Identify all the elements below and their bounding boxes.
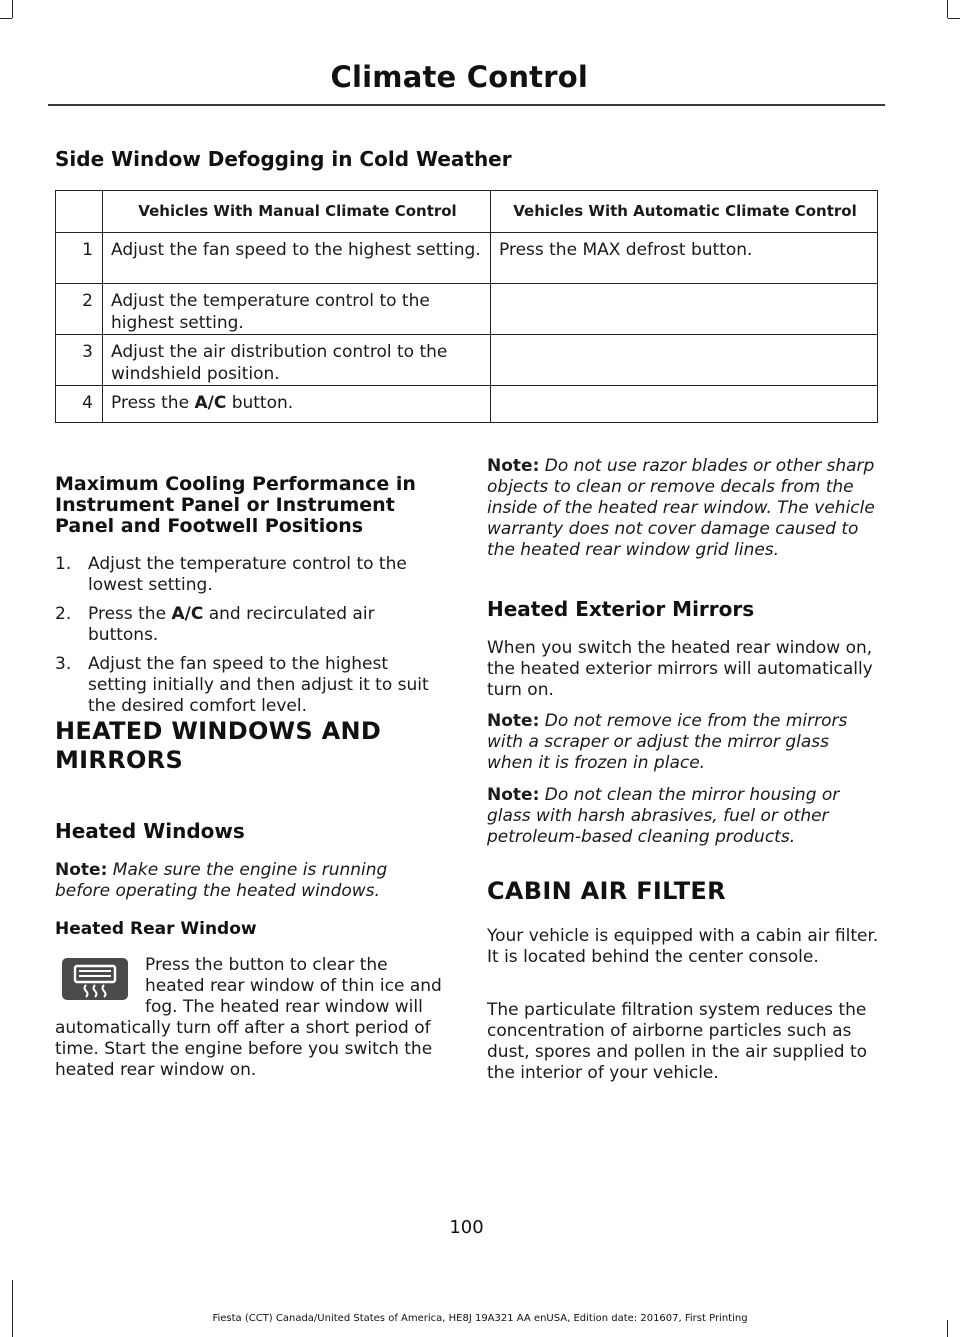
cabin-filter-title: CABIN AIR FILTER xyxy=(487,877,726,905)
manual-step: Adjust the air distribution control to the windshield position. xyxy=(103,335,491,386)
auto-step xyxy=(491,335,878,386)
heated-section-title-line2: MIRRORS xyxy=(55,746,184,774)
header-rule xyxy=(48,104,885,106)
crop-mark xyxy=(12,1280,13,1337)
list-item xyxy=(55,554,447,596)
note-label: Note: xyxy=(487,456,540,476)
step-number: 2. xyxy=(55,604,72,624)
note-razor-blades xyxy=(487,456,879,561)
note-text: Do not clean the mirror housing or glass with harsh abrasives, fuel or other petroleum-based cleaning products. xyxy=(487,785,840,847)
note-label: Note: xyxy=(487,711,540,731)
note-mirror-clean xyxy=(487,785,879,848)
manual-step xyxy=(103,386,491,423)
auto-step xyxy=(491,386,878,423)
manual-step-pre: Press the xyxy=(111,393,195,413)
step-text-pre: Press the xyxy=(88,604,172,624)
row-number: 2 xyxy=(56,284,103,335)
crop-mark xyxy=(948,18,960,19)
table-header-row xyxy=(56,191,878,233)
note-label: Note: xyxy=(55,860,108,880)
ac-label: A/C xyxy=(171,604,204,624)
heated-windows-title: Heated Windows xyxy=(55,819,245,843)
note-text: Do not use razor blades or other sharp objects to clean or remove decals from the inside of the heated rear window. The vehicle warranty does not cover damage caused to the heated rear window grid lines. xyxy=(487,456,875,560)
crop-mark xyxy=(0,18,12,19)
note-engine-running xyxy=(55,860,447,902)
row-number: 1 xyxy=(56,233,103,284)
note-mirror-ice xyxy=(487,711,879,774)
table-header-empty xyxy=(56,191,103,233)
list-item xyxy=(55,654,447,717)
filter-text-2: The particulate filtration system reduces the concentration of airborne particles such as dust, spores and pollen in the air supplied to the interior of your vehicle. xyxy=(487,1000,868,1083)
heated-section-title-line1: HEATED WINDOWS AND xyxy=(55,717,382,745)
heated-mirrors-title: Heated Exterior Mirrors xyxy=(487,597,755,621)
rear-window-paragraph: Press the button to clear the heated rear window of thin ice and fog. The heated rear window will automatically turn off after a short period of time. Start the engine before you switch the heated rear window on. xyxy=(55,955,442,1080)
row-number: 3 xyxy=(56,335,103,386)
ac-label: A/C xyxy=(194,393,227,413)
step-number: 1. xyxy=(55,554,72,574)
manual-step: Adjust the fan speed to the highest setting. xyxy=(103,233,491,284)
manual-step-post: button. xyxy=(226,393,294,413)
cooling-title: Maximum Cooling Performance in Instrument Panel or Instrument Panel and Footwell Positions xyxy=(55,473,416,537)
step-text: Adjust the temperature control to the lowest setting. xyxy=(88,554,407,595)
footer-edition-text: Fiesta (CCT) Canada/United States of America, HE8J 19A321 AA enUSA, Edition date: 201607, First Printing xyxy=(212,1313,748,1324)
table-row xyxy=(56,335,878,386)
step-text-post: and recirculated air buttons. xyxy=(88,604,375,645)
table-header-manual: Vehicles With Manual Climate Control xyxy=(103,191,491,233)
table-row xyxy=(56,284,878,335)
auto-step xyxy=(491,284,878,335)
auto-step: Press the MAX defrost button. xyxy=(491,233,878,284)
filter-text-1: Your vehicle is equipped with a cabin air filter. It is located behind the center console. xyxy=(487,926,879,967)
step-number: 3. xyxy=(55,654,72,674)
table-row xyxy=(56,386,878,423)
note-label: Note: xyxy=(487,785,540,805)
mirrors-text: When you switch the heated rear window on, the heated exterior mirrors will automatically turn on. xyxy=(487,638,873,700)
table-header-auto: Vehicles With Automatic Climate Control xyxy=(491,191,878,233)
page-number: 100 xyxy=(449,1217,484,1238)
row-number: 4 xyxy=(56,386,103,423)
rear-window-title: Heated Rear Window xyxy=(55,919,257,939)
step-text: Adjust the fan speed to the highest setting initially and then adjust it to suit the desired comfort level. xyxy=(88,654,429,716)
manual-step: Adjust the temperature control to the highest setting. xyxy=(103,284,491,335)
defog-table xyxy=(55,190,878,423)
rear-window-text xyxy=(55,955,447,1081)
table-row xyxy=(56,233,878,284)
page-header-title: Climate Control xyxy=(330,60,588,94)
cooling-steps xyxy=(55,554,447,725)
note-text: Do not remove ice from the mirrors with a scraper or adjust the mirror glass when it is frozen in place. xyxy=(487,711,848,773)
note-text: Make sure the engine is running before operating the heated windows. xyxy=(55,860,388,901)
defog-section-title: Side Window Defogging in Cold Weather xyxy=(55,147,512,171)
list-item xyxy=(55,604,447,646)
crop-mark xyxy=(947,0,948,18)
icon-float-spacer xyxy=(55,955,145,1018)
crop-mark xyxy=(12,0,13,18)
